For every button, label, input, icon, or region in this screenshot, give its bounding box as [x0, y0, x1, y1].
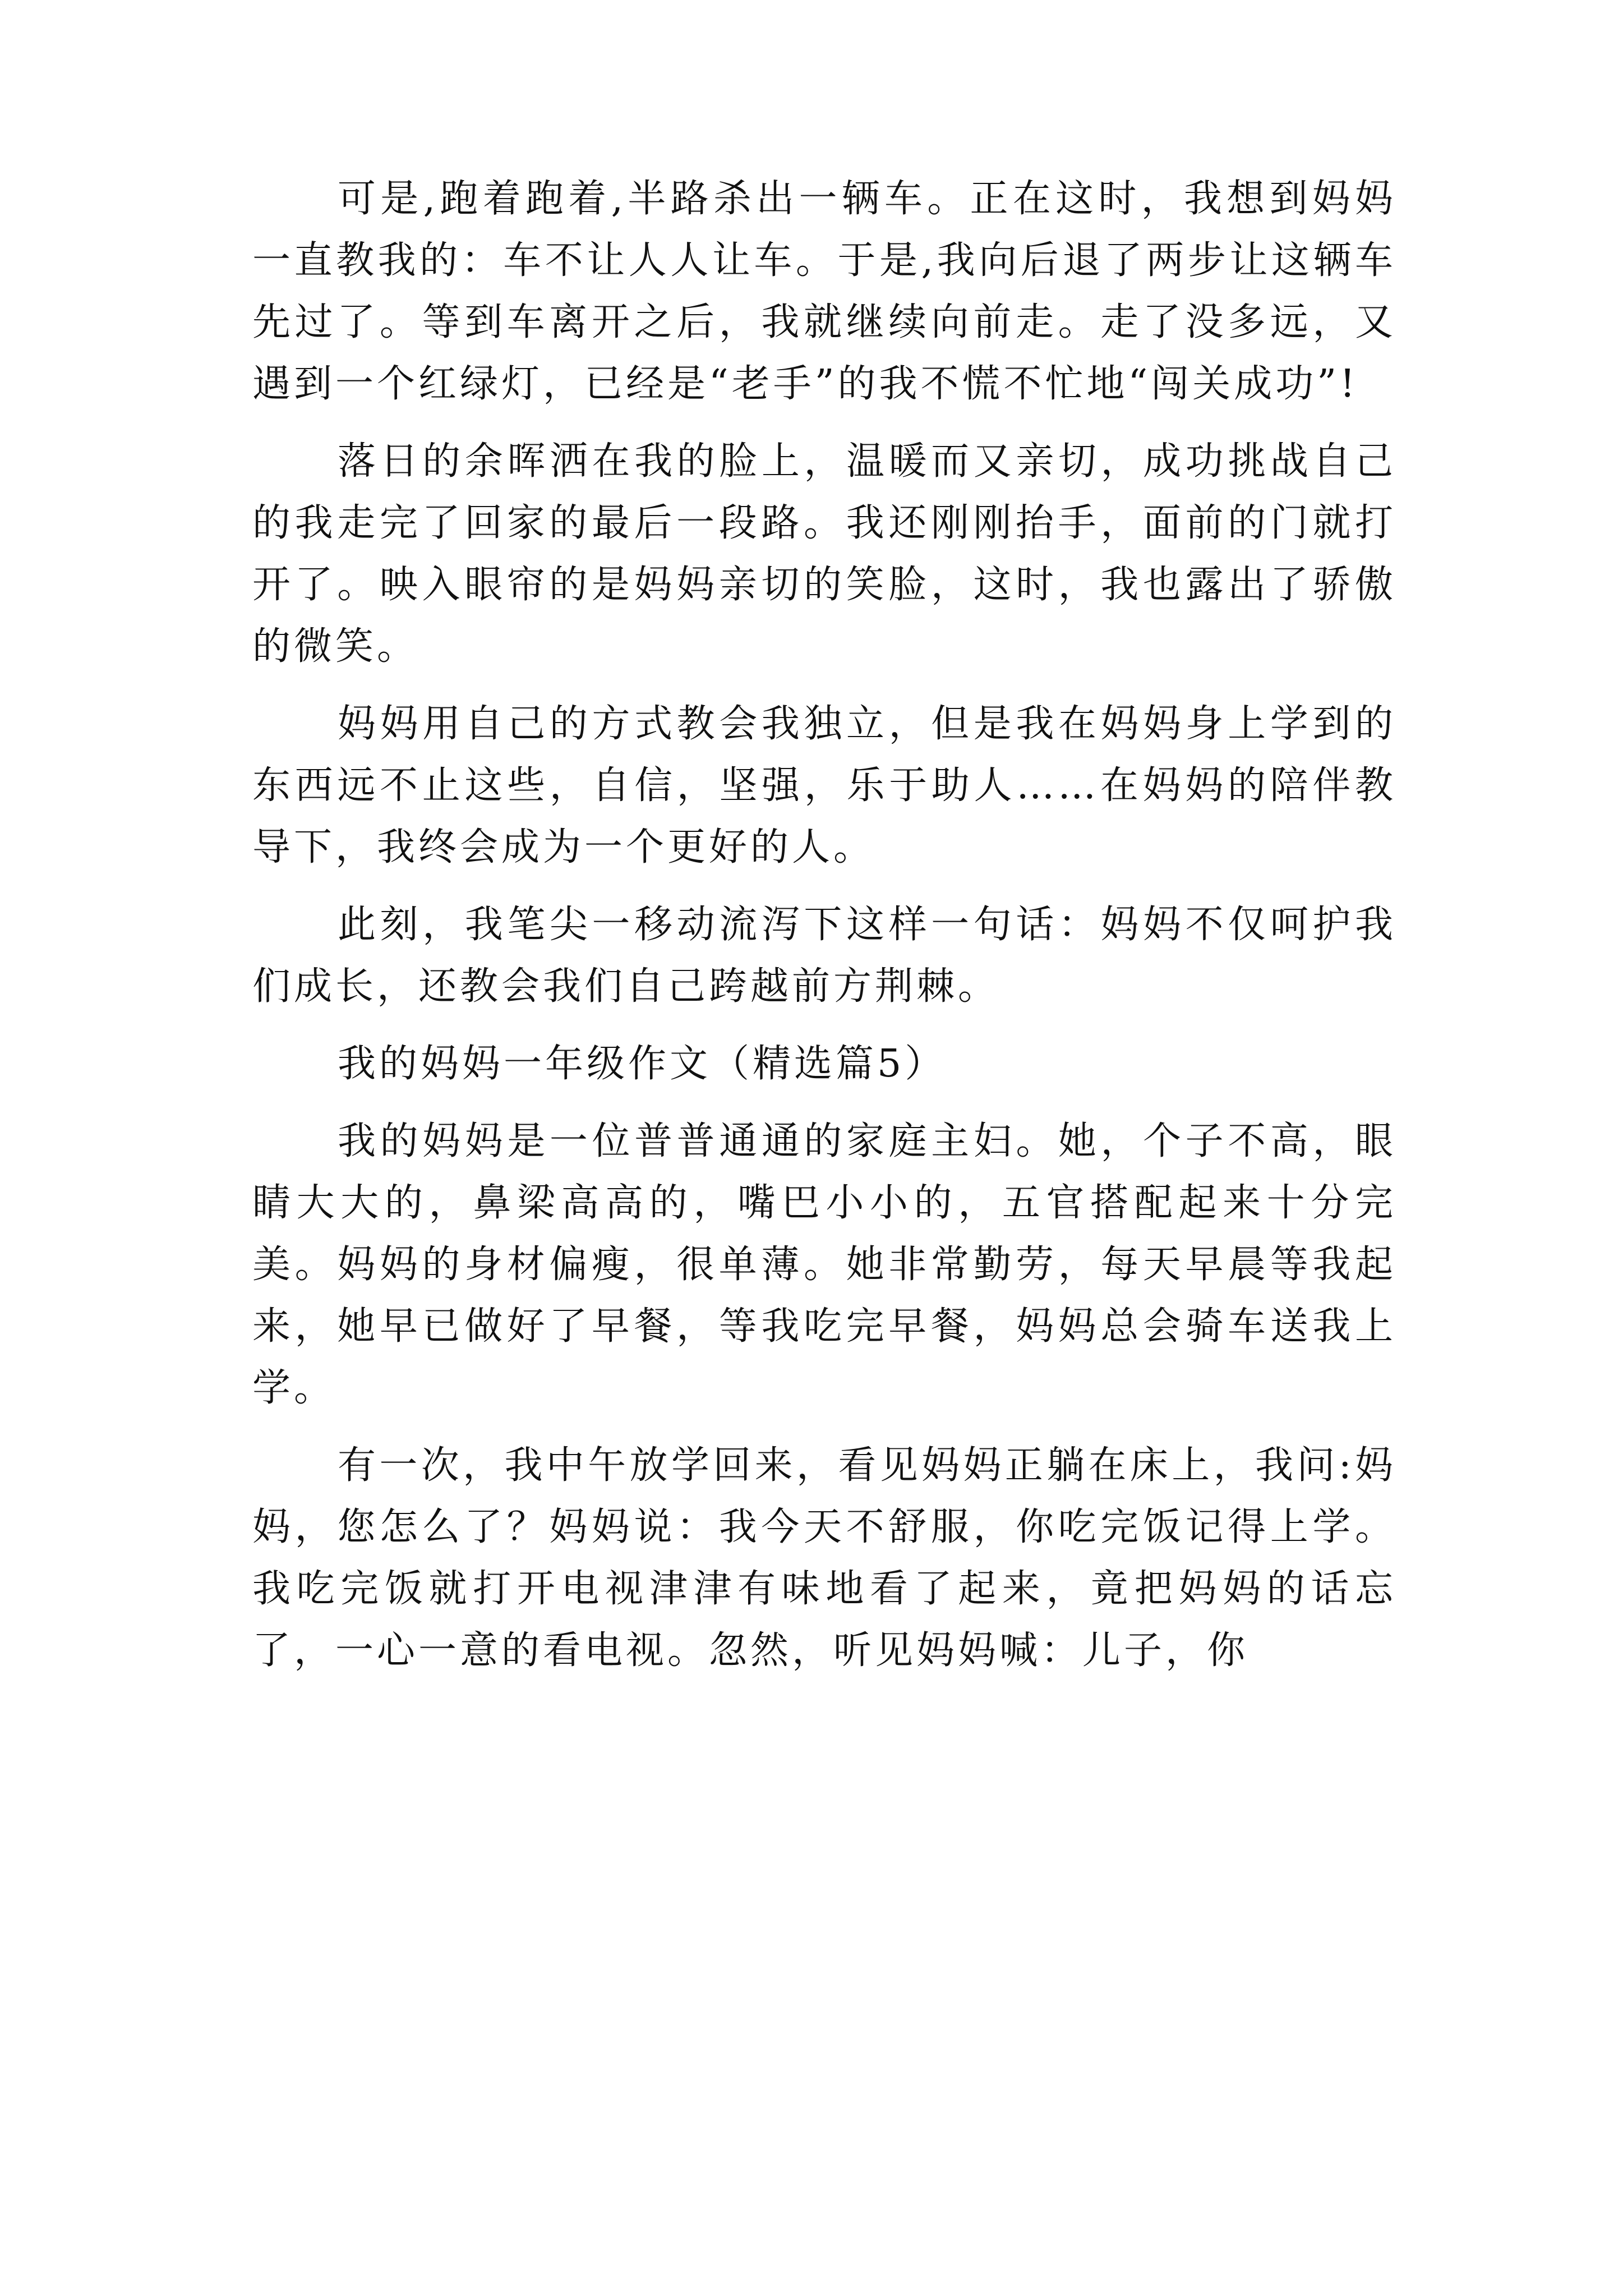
section-title: 我的妈妈一年级作文（精选篇5） [338, 1042, 947, 1086]
paragraph-3: 妈妈用自己的方式教会我独立，但是我在妈妈身上学到的东西远不止这些，自信，坚强，乐于助人……在妈妈的陪伴教导下，我终会成为一个更好的人。 [252, 702, 1396, 869]
paragraph-6: 有一次，我中午放学回来，看见妈妈正躺在床上，我问:妈妈，您怎么了？妈妈说：我今天不舒服，你吃完饭记得上学。我吃完饭就打开电视津津有味地看了起来，竟把妈妈的话忘了，一心一意的看电视。忽然，听见妈妈喊：儿子，你 [252, 1443, 1396, 1673]
paragraph-5: 我的妈妈是一位普普通通的家庭主妇。她，个子不高，眼睛大大的，鼻梁高高的，嘴巴小小的，五官搭配起来十分完美。妈妈的身材偏瘦，很单薄。她非常勤劳，每天早晨等我起来，她早已做好了早餐，等我吃完早餐，妈妈总会骑车送我上学。 [252, 1119, 1396, 1410]
document-page [252, 168, 1396, 2244]
paragraph-1: 可是,跑着跑着,半路杀出一辆车。正在这时，我想到妈妈一直教我的：车不让人人让车。于是,我向后退了两步让这辆车先过了。等到车离开之后，我就继续向前走。走了没多远，又遇到一个红绿灯，已经是“老手”的我不慌不忙地“闯关成功”! [252, 177, 1396, 406]
paragraph-2: 落日的余晖洒在我的脸上，温暖而又亲切，成功挑战自己的我走完了回家的最后一段路。我还刚刚抬手，面前的门就打开了。映入眼帘的是妈妈亲切的笑脸，这时，我也露出了骄傲的微笑。 [252, 439, 1396, 669]
paragraph-4: 此刻，我笔尖一移动流泻下这样一句话：妈妈不仅呵护我们成长，还教会我们自己跨越前方荆棘。 [252, 903, 1396, 1009]
